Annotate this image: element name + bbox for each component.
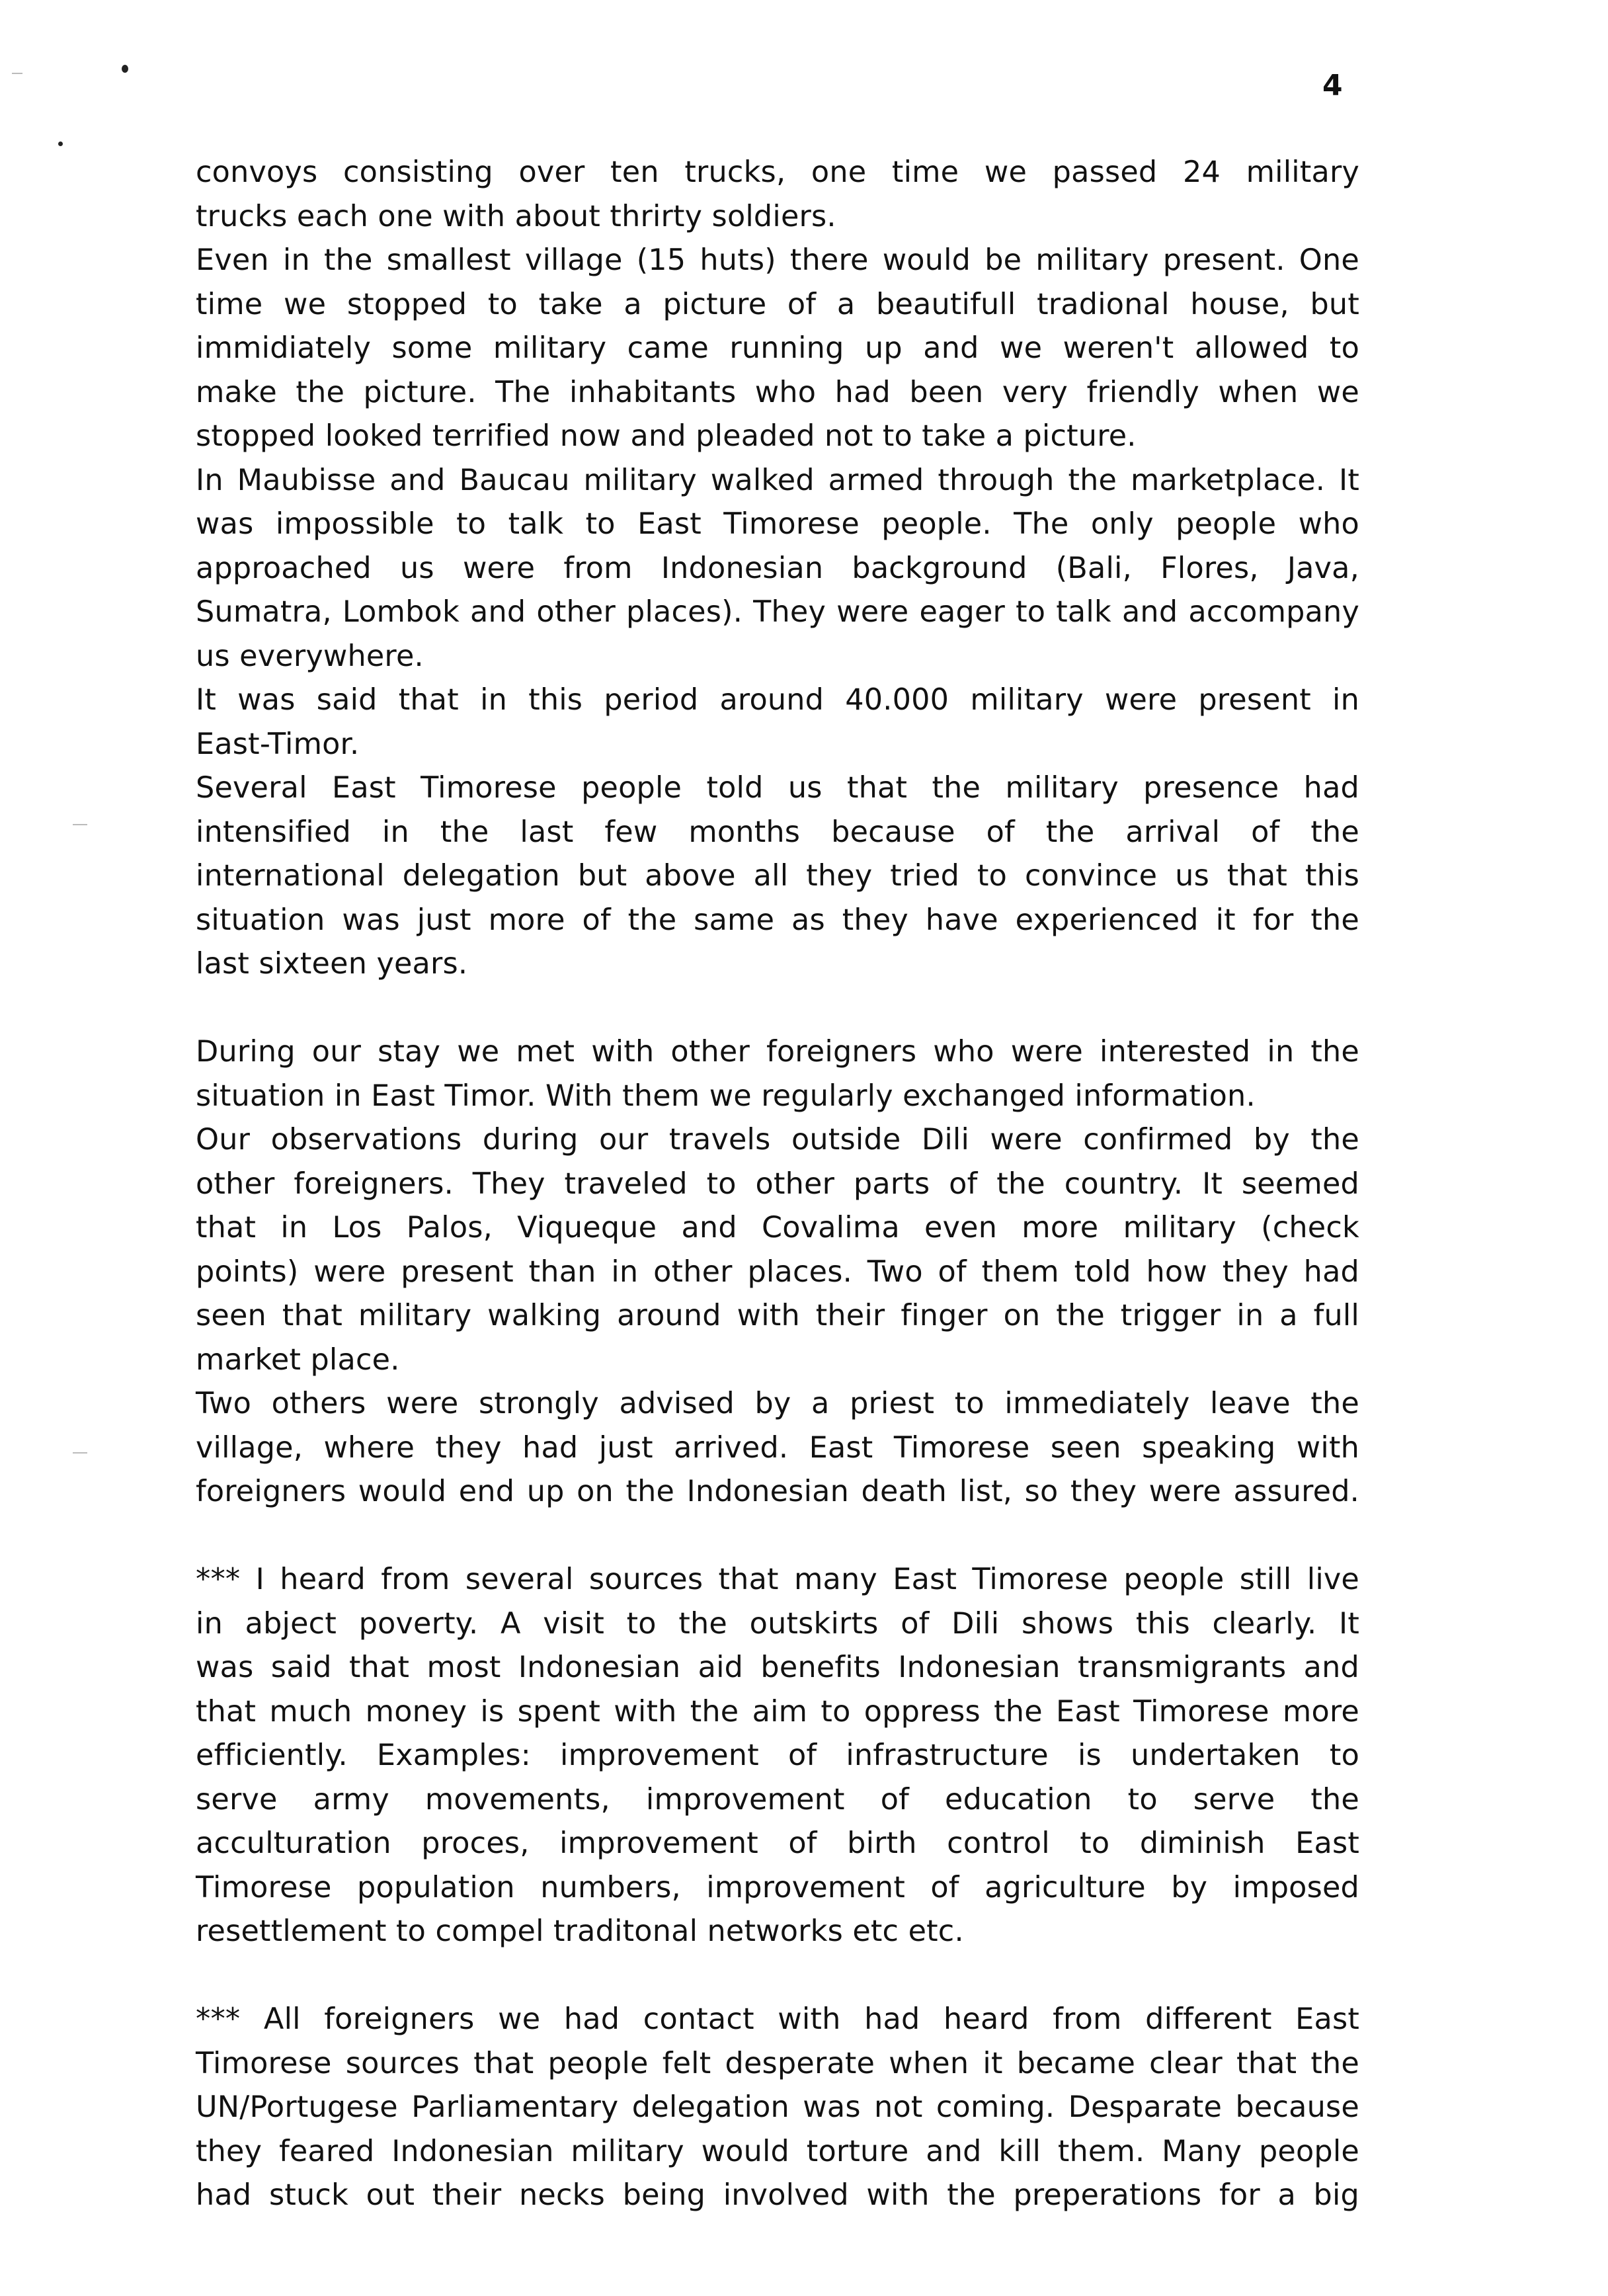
text-line: was said that most Indonesian aid benefits Indonesian transmigrants and (196, 1651, 1359, 1684)
scan-dash (73, 824, 87, 825)
text-line: convoys consisting over ten trucks, one time we passed 24 military (196, 155, 1359, 189)
paragraph (196, 1382, 1359, 1514)
text-line: they feared Indonesian military would torture and kill them. Many people (196, 2134, 1359, 2168)
text-line: Two others were strongly advised by a priest to immediately leave the (196, 1387, 1359, 1420)
text-line: Timorese population numbers, improvement of agriculture by imposed (196, 1870, 1359, 1905)
text-line: points) were present than in other places. Two of them told how they had (196, 1254, 1359, 1289)
scan-speck (58, 142, 63, 146)
paragraph (196, 151, 1359, 239)
text-line: In Maubisse and Baucau military walked armed through the marketplace. It (196, 463, 1359, 497)
text-line: last sixteen years. (196, 947, 468, 981)
text-line: intensified in the last few months because of the arrival of the (196, 815, 1359, 849)
text-line: UN/Portugese Parliamentary delegation was not coming. Desparate because (196, 2090, 1359, 2124)
text-line: us everywhere. (196, 639, 424, 673)
paragraph (196, 239, 1359, 459)
text-line: East-Timor. (196, 727, 360, 761)
text-line: that much money is spent with the aim to oppress the East Timorese more (196, 1694, 1359, 1729)
paragraph (196, 766, 1359, 987)
paragraph (196, 1558, 1359, 1954)
paragraph (196, 1030, 1359, 1118)
text-line: trucks each one with about thrirty soldiers. (196, 199, 836, 233)
text-line: stopped looked terrified now and pleaded not to take a picture. (196, 419, 1137, 453)
text-line: was impossible to talk to East Timorese people. The only people who (196, 507, 1359, 541)
text-line: Several East Timorese people told us that the military presence had (196, 771, 1359, 805)
text-line: had stuck out their necks being involved with the preperations for a big (196, 2178, 1359, 2212)
text-line: make the picture. The inhabitants who had been very friendly when we (196, 375, 1359, 409)
paragraph (196, 1118, 1359, 1382)
text-line: resettlement to compel traditonal networks etc etc. (196, 1914, 964, 1948)
paragraph (196, 1998, 1359, 2218)
text-line: Even in the smallest village (15 huts) there would be military present. One (196, 243, 1359, 277)
paragraph (196, 678, 1359, 766)
page-number: 4 (1322, 69, 1343, 102)
text-line: other foreigners. They traveled to other parts of the country. It seemed (196, 1167, 1359, 1201)
blank-line (196, 1954, 1359, 1998)
text-line: It was said that in this period around 40.000 military were present in (196, 683, 1359, 717)
body-text (196, 151, 1359, 2218)
text-line: acculturation proces, improvement of birth control to diminish East (196, 1826, 1359, 1860)
text-line: Our observations during our travels outside Dili were confirmed by the (196, 1123, 1359, 1157)
blank-line (196, 1514, 1359, 1559)
text-line: approached us were from Indonesian background (Bali, Flores, Java, (196, 551, 1359, 585)
paragraph (196, 459, 1359, 679)
text-line: village, where they had just arrived. East Timorese seen speaking with (196, 1430, 1359, 1465)
text-line: foreigners would end up on the Indonesian death list, so they were assured. (196, 1475, 1359, 1508)
text-line: Timorese sources that people felt desperate when it became clear that the (196, 2046, 1359, 2080)
text-line: situation in East Timor. With them we regularly exchanged information. (196, 1079, 1256, 1113)
text-line: that in Los Palos, Viqueque and Covalima even more military (check (196, 1211, 1359, 1245)
text-line: *** I heard from several sources that many East Timorese people still live (196, 1563, 1359, 1596)
text-line: During our stay we met with other foreigners who were interested in the (196, 1035, 1359, 1069)
text-line: *** All foreigners we had contact with had heard from different East (196, 2002, 1359, 2036)
text-line: market place. (196, 1342, 400, 1377)
text-line: Sumatra, Lombok and other places). They were eager to talk and accompany (196, 595, 1359, 629)
text-line: efficiently. Examples: improvement of infrastructure is undertaken to (196, 1739, 1359, 1772)
text-line: serve army movements, improvement of education to serve the (196, 1782, 1359, 1817)
text-line: in abject poverty. A visit to the outskirts of Dili shows this clearly. It (196, 1606, 1359, 1641)
scan-dash (73, 1452, 87, 1454)
text-line: seen that military walking around with their finger on the trigger in a full (196, 1299, 1359, 1332)
text-line: international delegation but above all they tried to convince us that this (196, 859, 1359, 893)
text-line: time we stopped to take a picture of a beautifull tradional house, but (196, 287, 1359, 321)
blank-line (196, 987, 1359, 1031)
scan-speck (122, 65, 128, 73)
text-line: situation was just more of the same as they have experienced it for the (196, 903, 1359, 937)
scan-dash (12, 73, 22, 74)
text-line: immidiately some military came running up and we weren't allowed to (196, 331, 1359, 365)
